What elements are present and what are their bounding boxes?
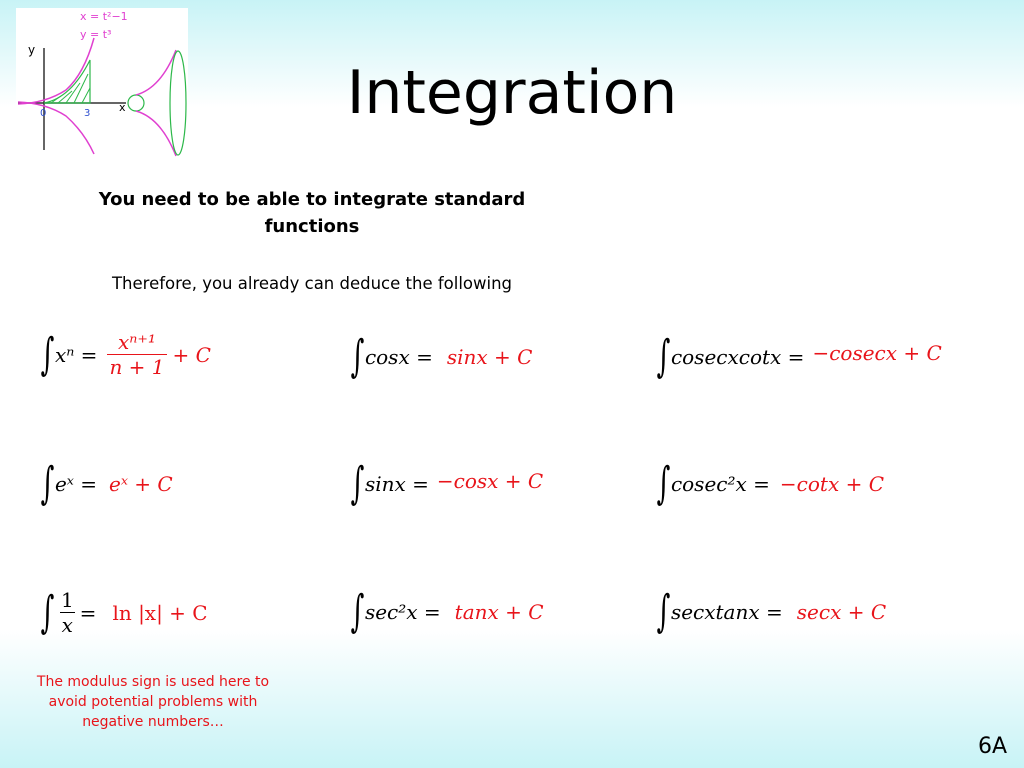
formula-coseccot: [652, 331, 942, 382]
formula-lhs: cosec²x =: [670, 472, 770, 496]
formula-lhs: eˣ =: [54, 472, 97, 496]
formula-answer: secx + C: [796, 600, 887, 624]
formula-answer: eˣ + C: [109, 472, 173, 496]
integral-sign: ∫: [656, 458, 671, 509]
intro-note: Therefore, you already can deduce the following: [111, 274, 513, 293]
fraction-denominator: x: [61, 613, 73, 637]
formula-exp: [36, 458, 173, 509]
formula-power: [36, 330, 211, 379]
formula-lhs: sinx =: [364, 472, 429, 496]
formula-recip: [36, 588, 208, 637]
fraction-denominator: n + 1: [109, 355, 165, 379]
section-label: 6A: [978, 734, 1008, 759]
fraction-numerator: xⁿ⁺¹: [117, 330, 156, 354]
formula-answer: −cotx + C: [779, 472, 884, 496]
page-title: Integration: [346, 58, 678, 128]
formula-answer: + C: [172, 342, 211, 367]
power-fraction: [107, 330, 166, 379]
integral-sign: ∫: [350, 458, 365, 509]
formula-answer: sinx + C: [446, 345, 533, 369]
formula-answer: −cosecx + C: [812, 341, 942, 365]
integral-sign: ∫: [350, 586, 365, 637]
integral-sign: ∫: [40, 458, 55, 509]
formula-lhs: cosecxcotx =: [670, 345, 805, 369]
equation-x: x = t²−1: [80, 10, 128, 23]
formula-lhs: cosx =: [364, 345, 433, 369]
formula-lhs: secxtanx =: [670, 600, 783, 624]
subtitle: You need to be able to integrate standard functions: [98, 189, 526, 237]
y-axis-label: y: [28, 43, 36, 57]
integral-sign: ∫: [350, 331, 365, 382]
formula-lhs: sec²x =: [364, 600, 441, 624]
integral-sign: ∫: [656, 331, 671, 382]
fraction-numerator: 1: [60, 588, 74, 612]
formula-sec2: [346, 586, 544, 637]
formula-answer: tanx + C: [454, 600, 544, 624]
integral-sign: ∫: [40, 328, 55, 380]
equation-y: y = t³: [80, 28, 112, 41]
formula-cosec2: [652, 458, 884, 509]
modulus-warning: The modulus sign is used here to avoid potential problems with negative numbers…: [36, 674, 270, 730]
formula-sectan: [652, 586, 887, 637]
formula-lhs: xⁿ =: [54, 342, 98, 367]
equals-sign: =: [79, 600, 97, 625]
formula-cos: [346, 331, 533, 382]
recip-fraction: [59, 588, 76, 637]
formula-sin: [346, 458, 544, 509]
x-axis-label: x: [119, 101, 126, 114]
integral-sign: ∫: [40, 586, 55, 638]
formula-answer: −cosx + C: [436, 469, 544, 493]
integral-sign: ∫: [656, 586, 671, 637]
x-three-label: 3: [84, 108, 91, 119]
formula-answer: ln |x| + C: [112, 600, 208, 625]
origin-label: 0: [40, 108, 47, 119]
